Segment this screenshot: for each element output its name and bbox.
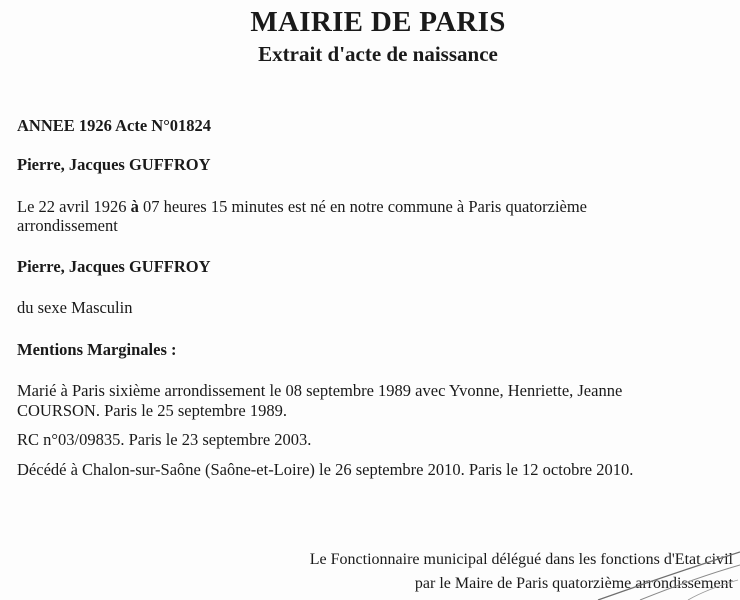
birth-statement-emphasis: à [130, 197, 139, 216]
death-mention: Décédé à Chalon-sur-Saône (Saône-et-Loire) le 26 septembre 2010. Paris le 12 octobre 2010. [17, 460, 634, 479]
name-heading: Pierre, Jacques GUFFROY [17, 155, 211, 174]
act-reference: ANNEE 1926 Acte N°01824 [17, 116, 212, 135]
marriage-mention-line-1: Marié à Paris sixième arrondissement le 08 septembre 1989 avec Yvonne, Henriette, Jeanne [17, 381, 623, 400]
document-title: MAIRIE DE PARIS [250, 6, 506, 38]
birth-statement-line-1 [17, 197, 587, 217]
document-subtitle: Extrait d'acte de naissance [258, 42, 498, 66]
sex-statement: du sexe Masculin [17, 298, 133, 317]
marriage-mention-line-2: COURSON. Paris le 25 septembre 1989. [17, 401, 287, 420]
mentions-heading: Mentions Marginales : [17, 340, 177, 359]
signatory-line-1: Le Fonctionnaire municipal délégué dans les fonctions d'Etat civil [309, 551, 733, 568]
birth-statement-part: 07 heures 15 minutes est né en notre commune à Paris quatorzième [138, 197, 588, 216]
birth-statement-part: Le 22 avril 1926 [17, 197, 131, 216]
rc-mention: RC n°03/09835. Paris le 23 septembre 2003. [17, 430, 312, 449]
signatory-line-2: par le Maire de Paris quatorzième arrondissement [414, 575, 733, 592]
name-repeat: Pierre, Jacques GUFFROY [17, 257, 211, 276]
birth-statement-line-2: arrondissement [17, 216, 118, 235]
